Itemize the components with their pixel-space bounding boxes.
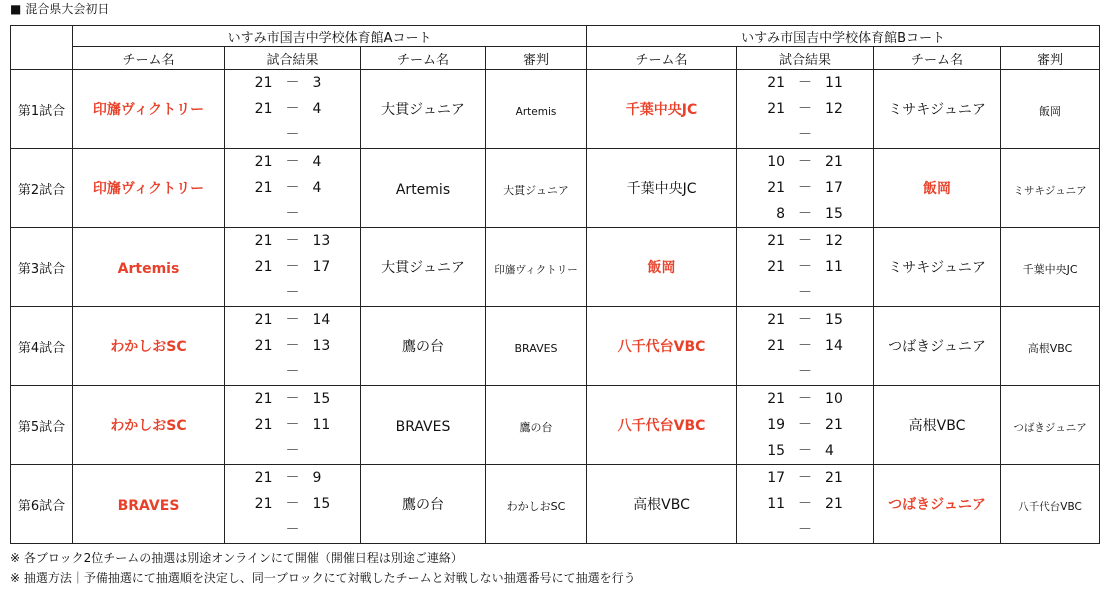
match-row bbox=[11, 70, 1100, 149]
score-right: 17 bbox=[825, 180, 843, 196]
set-score bbox=[737, 201, 873, 227]
court-a-team-left bbox=[73, 70, 225, 149]
score-dash: － bbox=[798, 206, 813, 222]
score-dash: － bbox=[798, 233, 813, 249]
court-a-team-header: チーム名 bbox=[73, 47, 225, 70]
score-dash: － bbox=[285, 206, 300, 222]
match-schedule-table bbox=[10, 25, 1100, 544]
score-dash: － bbox=[798, 443, 813, 459]
score-right: 21 bbox=[825, 154, 843, 170]
court-a-referee bbox=[486, 307, 587, 386]
set-score bbox=[225, 465, 360, 491]
court-a-referee bbox=[486, 70, 587, 149]
match-row bbox=[11, 228, 1100, 307]
court-b-team-right bbox=[874, 70, 1001, 149]
team-name: BRAVES bbox=[117, 497, 180, 514]
score-right: 13 bbox=[312, 338, 331, 354]
column-header-row bbox=[11, 47, 1100, 70]
team-name: 大貫ジュニア bbox=[381, 260, 465, 276]
match-row bbox=[11, 149, 1100, 228]
team-name: わかしおSC bbox=[110, 418, 187, 434]
team-name: 八千代台VBC bbox=[617, 418, 706, 434]
set-score bbox=[737, 438, 873, 464]
set-score bbox=[737, 122, 873, 148]
set-score bbox=[225, 201, 360, 227]
footnote: ※ 各ブロック2位チームの抽選は別途オンラインにて開催（開催日程は別途ご連絡） bbox=[10, 551, 463, 565]
set-score bbox=[737, 386, 873, 412]
court-b-team-left bbox=[587, 149, 737, 228]
score-right: 21 bbox=[825, 496, 843, 512]
court-a-result bbox=[225, 149, 361, 228]
score-dash: － bbox=[285, 233, 300, 249]
score-right: 9 bbox=[312, 470, 322, 486]
court-a-referee bbox=[486, 465, 587, 544]
score-left: 19 bbox=[767, 417, 786, 433]
court-b-team-header: チーム名 bbox=[587, 47, 737, 70]
score-dash: － bbox=[285, 259, 300, 275]
set-score bbox=[225, 228, 360, 254]
referee-name: 千葉中央JC bbox=[1022, 262, 1078, 276]
score-right: 4 bbox=[312, 101, 322, 117]
team-name: Artemis bbox=[117, 260, 180, 277]
score-dash: － bbox=[285, 522, 300, 538]
set-score bbox=[225, 386, 360, 412]
score-left: 21 bbox=[254, 417, 273, 433]
set-score bbox=[225, 96, 360, 122]
score-left: 21 bbox=[254, 470, 273, 486]
score-dash: － bbox=[285, 180, 300, 196]
score-right: 3 bbox=[312, 75, 322, 91]
score-right: 21 bbox=[825, 417, 843, 433]
score-right: 11 bbox=[825, 75, 843, 91]
court-a-team-right bbox=[361, 307, 486, 386]
team-name: 高根VBC bbox=[633, 497, 690, 513]
referee-name: BRAVES bbox=[514, 341, 558, 355]
set-score bbox=[225, 307, 360, 333]
referee-name: 鷹の台 bbox=[519, 420, 553, 434]
team-name: Artemis bbox=[395, 181, 451, 198]
referee-name: ミサキジュニア bbox=[1013, 184, 1087, 197]
set-score bbox=[737, 280, 873, 306]
score-left: 21 bbox=[767, 259, 786, 275]
score-dash: － bbox=[798, 417, 813, 433]
referee-name: 大貫ジュニア bbox=[503, 183, 569, 197]
set-score bbox=[225, 280, 360, 306]
court-b-team-left bbox=[587, 228, 737, 307]
team-name: 千葉中央JC bbox=[625, 102, 698, 118]
score-left: 21 bbox=[254, 180, 273, 196]
court-a-team-left bbox=[73, 149, 225, 228]
match-label: 第6試合 bbox=[11, 465, 73, 544]
team-name: 印旛ヴィクトリー bbox=[92, 181, 205, 197]
score-right: 15 bbox=[312, 496, 331, 512]
team-name: 八千代台VBC bbox=[617, 339, 706, 355]
set-score bbox=[225, 122, 360, 148]
score-right: 12 bbox=[825, 233, 843, 249]
corner-cell bbox=[11, 26, 73, 70]
referee-name: 高根VBC bbox=[1027, 341, 1073, 355]
score-dash: － bbox=[285, 154, 300, 170]
team-name: 鷹の台 bbox=[402, 339, 444, 355]
score-right: 14 bbox=[825, 338, 843, 354]
court-b-referee bbox=[1001, 386, 1100, 465]
set-score bbox=[225, 438, 360, 464]
court-b-referee bbox=[1001, 307, 1100, 386]
court-b-team-header: チーム名 bbox=[874, 47, 1001, 70]
score-dash: － bbox=[798, 259, 813, 275]
score-right: 14 bbox=[312, 312, 331, 328]
referee-name: 八千代台VBC bbox=[1018, 500, 1082, 513]
team-name: つばきジュニア bbox=[888, 497, 986, 513]
score-right: 21 bbox=[825, 470, 843, 486]
score-right: 15 bbox=[825, 206, 843, 222]
score-left: 11 bbox=[767, 496, 786, 512]
court-b-team-left bbox=[587, 70, 737, 149]
team-name: 飯岡 bbox=[923, 181, 952, 197]
score-dash: － bbox=[798, 101, 813, 117]
court-b-header: いすみ市国吉中学校体育館Bコート bbox=[587, 26, 1100, 47]
court-b-team-left bbox=[587, 386, 737, 465]
score-right: 4 bbox=[825, 443, 834, 459]
score-dash: － bbox=[285, 496, 300, 512]
team-name: 千葉中央JC bbox=[626, 181, 697, 197]
court-a-team-left bbox=[73, 228, 225, 307]
team-name: BRAVES bbox=[395, 418, 451, 435]
set-score bbox=[225, 254, 360, 280]
court-a-result bbox=[225, 465, 361, 544]
score-right: 15 bbox=[312, 391, 331, 407]
set-score bbox=[737, 465, 873, 491]
score-right: 17 bbox=[312, 259, 331, 275]
match-row bbox=[11, 307, 1100, 386]
set-score bbox=[737, 228, 873, 254]
set-score bbox=[737, 175, 873, 201]
score-left: 21 bbox=[254, 496, 273, 512]
set-score bbox=[737, 333, 873, 359]
court-a-result bbox=[225, 386, 361, 465]
score-dash: － bbox=[798, 470, 813, 486]
court-b-result-header: 試合結果 bbox=[737, 47, 874, 70]
set-score bbox=[225, 517, 360, 543]
score-right: 12 bbox=[825, 101, 843, 117]
heading-title: 混合県大会初日 bbox=[25, 2, 110, 16]
set-score bbox=[737, 149, 873, 175]
court-a-referee bbox=[486, 386, 587, 465]
court-b-referee bbox=[1001, 465, 1100, 544]
team-name: 高根VBC bbox=[908, 418, 966, 434]
court-b-team-right bbox=[874, 307, 1001, 386]
set-score bbox=[737, 517, 873, 543]
score-left: 17 bbox=[767, 470, 786, 486]
match-label: 第5試合 bbox=[11, 386, 73, 465]
court-a-team-right bbox=[361, 465, 486, 544]
score-left: 21 bbox=[767, 180, 786, 196]
score-dash: － bbox=[285, 443, 300, 459]
set-score bbox=[225, 70, 360, 96]
score-left: 21 bbox=[254, 338, 273, 354]
court-b-team-right bbox=[874, 465, 1001, 544]
score-dash: － bbox=[798, 364, 813, 380]
score-dash: － bbox=[285, 470, 300, 486]
referee-name: 印旛ヴィクトリー bbox=[494, 263, 578, 276]
score-dash: － bbox=[285, 101, 300, 117]
team-name: ミサキジュニア bbox=[888, 260, 986, 276]
set-score bbox=[225, 149, 360, 175]
match-label: 第3試合 bbox=[11, 228, 73, 307]
court-b-referee bbox=[1001, 228, 1100, 307]
court-a-result bbox=[225, 307, 361, 386]
court-b-team-right bbox=[874, 149, 1001, 228]
set-score bbox=[737, 307, 873, 333]
score-dash: － bbox=[798, 154, 813, 170]
score-dash: － bbox=[798, 522, 813, 538]
score-left: 21 bbox=[254, 75, 273, 91]
set-score bbox=[225, 491, 360, 517]
score-dash: － bbox=[285, 417, 300, 433]
court-a-team-left bbox=[73, 386, 225, 465]
set-score bbox=[737, 412, 873, 438]
court-a-referee bbox=[486, 228, 587, 307]
score-left: 21 bbox=[254, 101, 273, 117]
referee-name: Artemis bbox=[515, 105, 557, 118]
score-right: 4 bbox=[312, 180, 322, 196]
match-row bbox=[11, 386, 1100, 465]
score-left: 10 bbox=[767, 154, 786, 170]
court-a-team-left bbox=[73, 465, 225, 544]
court-b-team-right bbox=[874, 386, 1001, 465]
score-dash: － bbox=[798, 312, 813, 328]
score-right: 13 bbox=[312, 233, 331, 249]
score-left: 21 bbox=[767, 233, 786, 249]
set-score bbox=[225, 333, 360, 359]
score-left: 21 bbox=[767, 75, 786, 91]
match-row bbox=[11, 465, 1100, 544]
score-left: 21 bbox=[254, 391, 273, 407]
set-score bbox=[737, 254, 873, 280]
score-right: 4 bbox=[312, 154, 322, 170]
score-dash: － bbox=[798, 496, 813, 512]
court-a-referee-header: 審判 bbox=[486, 47, 587, 70]
score-dash: － bbox=[285, 285, 300, 301]
score-dash: － bbox=[798, 338, 813, 354]
score-right: 15 bbox=[825, 312, 843, 328]
court-a-team-right bbox=[361, 149, 486, 228]
score-right: 10 bbox=[825, 391, 843, 407]
court-b-result bbox=[737, 228, 874, 307]
score-dash: － bbox=[285, 364, 300, 380]
match-label: 第1試合 bbox=[11, 70, 73, 149]
score-dash: － bbox=[285, 391, 300, 407]
page-heading bbox=[10, 1, 109, 17]
match-label: 第2試合 bbox=[11, 149, 73, 228]
referee-name: つばきジュニア bbox=[1013, 421, 1087, 434]
match-label: 第4試合 bbox=[11, 307, 73, 386]
court-a-result bbox=[225, 70, 361, 149]
score-left: 8 bbox=[776, 206, 786, 222]
score-dash: － bbox=[285, 75, 300, 91]
score-dash: － bbox=[285, 338, 300, 354]
court-a-header: いすみ市国吉中学校体育館Aコート bbox=[73, 26, 587, 47]
court-b-result bbox=[737, 149, 874, 228]
team-name: つばきジュニア bbox=[888, 339, 986, 355]
court-b-referee bbox=[1001, 149, 1100, 228]
court-a-referee bbox=[486, 149, 587, 228]
court-a-team-right bbox=[361, 228, 486, 307]
court-b-result bbox=[737, 307, 874, 386]
court-a-team-left bbox=[73, 307, 225, 386]
score-left: 21 bbox=[254, 154, 273, 170]
court-b-team-left bbox=[587, 307, 737, 386]
set-score bbox=[737, 491, 873, 517]
court-b-result bbox=[737, 70, 874, 149]
court-header-row bbox=[11, 26, 1100, 47]
score-dash: － bbox=[285, 127, 300, 143]
score-dash: － bbox=[798, 285, 813, 301]
square-bullet-icon: ■ bbox=[10, 2, 22, 16]
footnotes bbox=[10, 548, 636, 588]
court-b-referee-header: 審判 bbox=[1001, 47, 1100, 70]
footnote: ※ 抽選方法｜予備抽選にて抽選順を決定し、同一ブロックにて対戦したチームと対戦しない抽選番号にて抽選を行う bbox=[10, 571, 636, 585]
court-b-team-right bbox=[874, 228, 1001, 307]
team-name: 鷹の台 bbox=[402, 497, 444, 513]
set-score bbox=[737, 96, 873, 122]
set-score bbox=[737, 359, 873, 385]
score-dash: － bbox=[798, 127, 813, 143]
court-b-result bbox=[737, 465, 874, 544]
score-left: 21 bbox=[767, 391, 786, 407]
score-left: 21 bbox=[767, 101, 786, 117]
score-left: 21 bbox=[254, 312, 273, 328]
score-dash: － bbox=[798, 180, 813, 196]
score-left: 21 bbox=[767, 312, 786, 328]
team-name: 飯岡 bbox=[647, 260, 676, 276]
court-b-team-left bbox=[587, 465, 737, 544]
court-a-team-right bbox=[361, 70, 486, 149]
set-score bbox=[225, 359, 360, 385]
set-score bbox=[737, 70, 873, 96]
score-dash: － bbox=[798, 75, 813, 91]
score-left: 21 bbox=[767, 338, 786, 354]
team-name: 印旛ヴィクトリー bbox=[92, 102, 205, 118]
court-b-result bbox=[737, 386, 874, 465]
team-name: わかしおSC bbox=[110, 339, 187, 355]
team-name: ミサキジュニア bbox=[888, 102, 986, 118]
court-a-result bbox=[225, 228, 361, 307]
score-left: 15 bbox=[767, 443, 786, 459]
court-a-team-header: チーム名 bbox=[361, 47, 486, 70]
score-left: 21 bbox=[254, 233, 273, 249]
set-score bbox=[225, 175, 360, 201]
referee-name: 飯岡 bbox=[1039, 104, 1062, 118]
court-a-result-header: 試合結果 bbox=[225, 47, 361, 70]
court-b-referee bbox=[1001, 70, 1100, 149]
score-right: 11 bbox=[312, 417, 331, 433]
set-score bbox=[225, 412, 360, 438]
team-name: 大貫ジュニア bbox=[381, 102, 465, 118]
referee-name: わかしおSC bbox=[506, 499, 566, 513]
score-dash: － bbox=[798, 391, 813, 407]
score-left: 21 bbox=[254, 259, 273, 275]
score-right: 11 bbox=[825, 259, 843, 275]
court-a-team-right bbox=[361, 386, 486, 465]
score-dash: － bbox=[285, 312, 300, 328]
